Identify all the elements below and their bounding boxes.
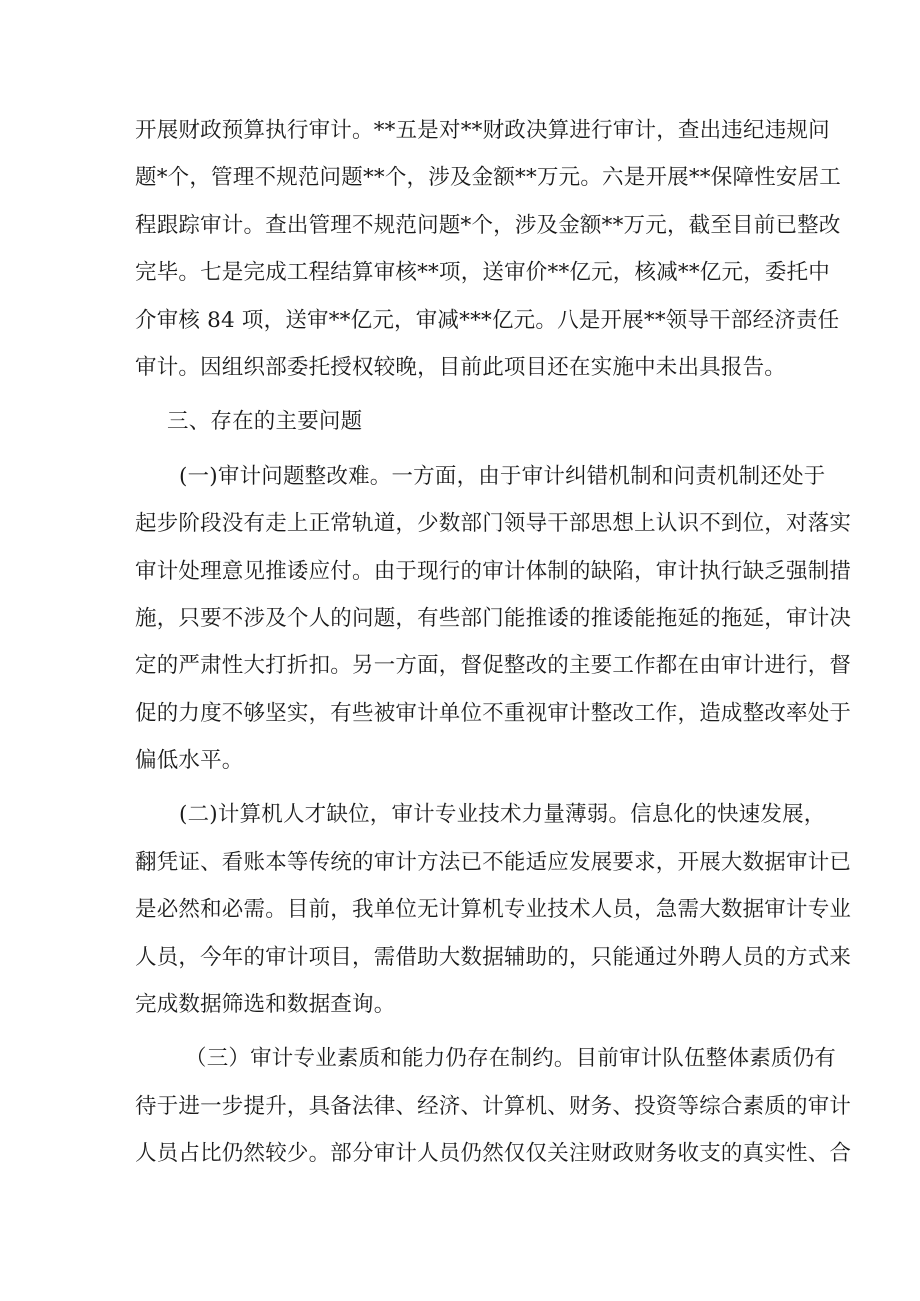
document-page xyxy=(135,112,852,1183)
text-line: 完毕。七是完成工程结算审核**项，送审价**亿元，核减**亿元，委托中 xyxy=(135,260,831,286)
text-line: 题*个，管理不规范问题**个，涉及金额**万元。六是开展**保障性安居工 xyxy=(135,165,841,191)
text-line: (一)审计问题整改难。一方面，由于审计纠错机制和问责机制还处于 xyxy=(179,463,826,489)
text-line: 待于进一步提升，具备法律、经济、计算机、财务、投资等综合素质的审计 xyxy=(135,1093,852,1119)
text-line: (二)计算机人才缺位，审计专业技术力量薄弱。信息化的快速发展， xyxy=(179,802,826,828)
text-line: 介审核 84 项，送审**亿元，审减***亿元。八是开展**领导干部经济责任 xyxy=(135,307,840,333)
text-line: 促的力度不够坚实，有些被审计单位不重视审计整改工作，造成整改率处于 xyxy=(135,700,852,726)
paragraph-audit-work xyxy=(135,112,841,387)
text-line: 起步阶段没有走上正常轨道，少数部门领导干部思想上认识不到位，对落实 xyxy=(135,511,852,537)
paragraph-issue-3 xyxy=(135,1040,852,1173)
text-line: 审计。因组织部委托授权较晚，目前此项目还在实施中未出具报告。 xyxy=(135,354,787,380)
text-line: 施，只要不涉及个人的问题，有些部门能推诿的推诿能拖延的拖延，审计决 xyxy=(135,605,852,631)
text-line: 翻凭证、看账本等传统的审计方法已不能适应发展要求，开展大数据审计已 xyxy=(135,849,852,875)
text-line: 完成数据筛选和数据查询。 xyxy=(135,992,396,1018)
text-line: 人员，今年的审计项目，需借助大数据辅助的，只能通过外聘人员的方式来 xyxy=(135,944,852,970)
text-line: 偏低水平。 xyxy=(135,748,244,774)
paragraph-issue-2 xyxy=(135,796,852,1024)
text-line: 是必然和必需。目前，我单位无计算机专业技术人员，急需大数据审计专业 xyxy=(135,897,852,923)
paragraph-issue-1 xyxy=(135,458,852,780)
text-line: 人员占比仍然较少。部分审计人员仍然仅仅关注财政财务收支的真实性、合 xyxy=(135,1141,852,1167)
text-line: 开展财政预算执行审计。**五是对**财政决算进行审计，查出违纪违规问 xyxy=(135,118,830,143)
text-line: 定的严肃性大打折扣。另一方面，督促整改的主要工作都在由审计进行，督 xyxy=(135,653,852,679)
text-line: 程跟踪审计。查出管理不规范问题*个，涉及金额**万元，截至目前已整改 xyxy=(135,212,841,238)
text-line: （三）审计专业素质和能力仍存在制约。目前审计队伍整体素质仍有 xyxy=(185,1046,837,1072)
text-line: 审计处理意见推诿应付。由于现行的审计体制的缺陷，审计执行缺乏强制措 xyxy=(135,558,852,584)
section-heading-3: 三、存在的主要问题 xyxy=(167,409,363,435)
